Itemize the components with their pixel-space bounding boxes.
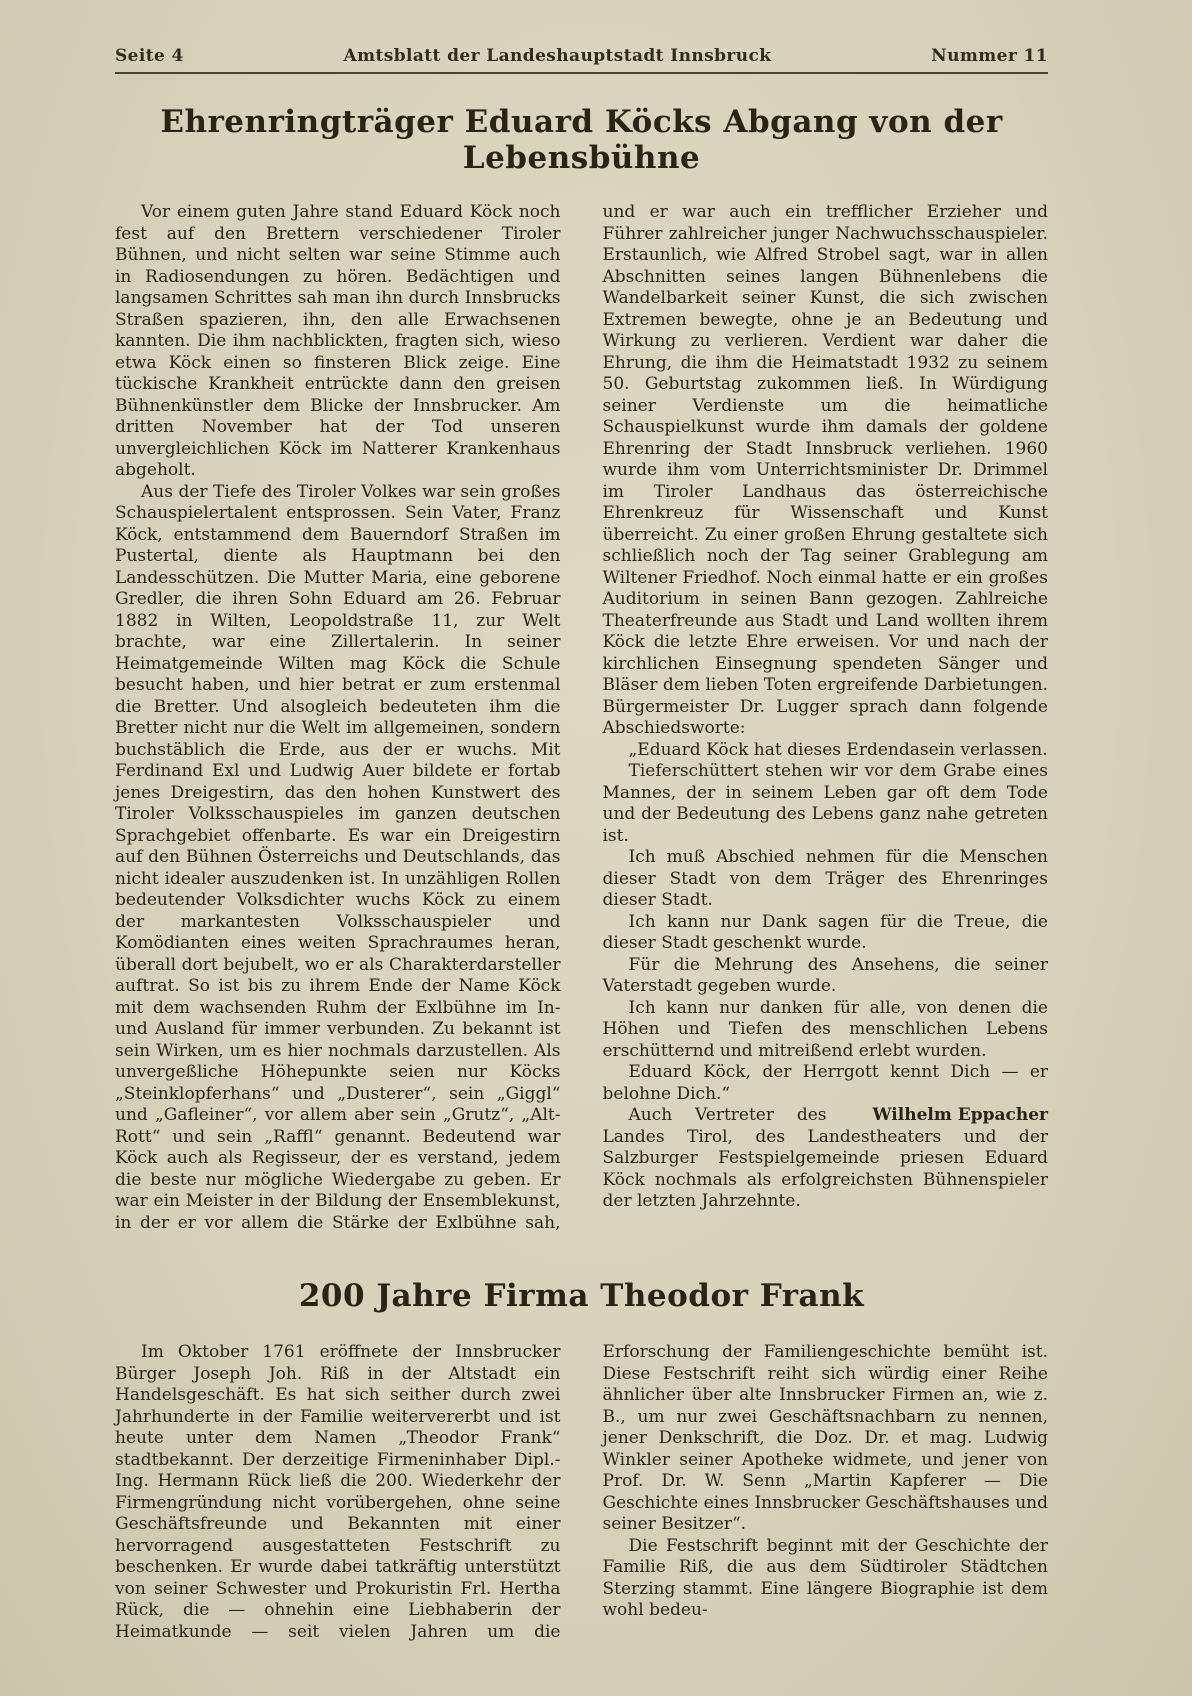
paragraph: Ich muß Abschied nehmen für die Menschen dieser Stadt von dem Träger des Ehrenringes dieser Stadt.	[602, 847, 1048, 910]
paragraph: Die Festschrift beginnt mit der Geschichte der Familie Riß, die aus dem Südtiroler Städtchen Sterzing stammt. Eine längere Biographie ist dem wohl bedeu-	[602, 1535, 1048, 1620]
article-body-columns	[115, 1342, 1048, 1643]
article-body-columns	[115, 202, 1048, 1234]
byline: Wilhelm Eppacher	[872, 1105, 1048, 1125]
article-title: 200 Jahre Firma Theodor Frank	[298, 1278, 865, 1314]
article-eduard-koeck	[115, 104, 1048, 1234]
paragraph: „Eduard Köck hat dieses Erdendasein verlassen.	[628, 739, 1048, 760]
paragraph-text: Auch Vertreter des Landes Tirol, des Landestheaters und der Salzburger Festspielgemeinde priesen Eduard Köck nochmals als erfolgreichsten Bühnenspieler der letzten Jahrzehnte.	[602, 1105, 1048, 1211]
article-theodor-frank	[115, 1278, 1048, 1643]
masthead	[115, 46, 1048, 66]
paragraph: Im Oktober 1761 eröffnete der Innsbrucker Bürger Joseph Joh. Riß in der Altstadt ein Handelsgeschäft. Es hat sich seither durch zwei Jahrhunderte in der Familie weitervererbt und ist heute unter dem Namen „Theodor Frank“ stadtbekannt. Der derzeitige Firmeninhaber Dipl.-Ing. Hermann Rück ließ die 200. Wiederkehr der Firmengründung nicht vorübergehen, ohne seine Geschäftsfreunde und Bekannten mit einer hervorragend ausgestatteten Festschrift zu beschenken. Er wurde dabei tatkräftig unterstützt von seiner Schwester und Prokuristin Frl. Hertha Rück, die — ohnehin eine Liebhaberin der Heimatkunde — seit vielen Jahren um die Erforschung der Familiengeschichte bemüht ist. Diese Festschrift reiht sich würdig einer Reihe ähnlicher über alte Innsbrucker Firmen an, wie z. B., um nur zwei Geschäftsnachbarn zu nennen, jener Denkschrift, die Doz. Dr. et mag. Ludwig Winkler seiner Apotheke widmete, und jener von Prof. Dr. W. Senn „Martin Kapferer — Die Geschichte eines Innsbrucker Geschäftshauses und seiner Besitzer“.	[115, 1342, 1048, 1642]
paragraph: Vor einem guten Jahre stand Eduard Köck noch fest auf den Brettern verschiedener Tiroler Bühnen, und nicht selten war seine Stimme auch in Radiosendungen zu hören. Bedächtigen und langsamen Schrittes sah man ihn durch Innsbrucks Straßen spazieren, ihn, den alle Erwachsenen kannten. Die ihm nachblickten, fragten sich, wieso etwa Köck einen so finsteren Blick zeige. Eine tückische Krankheit entrückte dann den greisen Bühnenkünstler dem Blicke der Innsbrucker. Am dritten November hat der Tod unseren unvergleichlichen Köck im Natterer Krankenhaus abgeholt.	[115, 202, 561, 480]
page-number: Seite 4	[115, 46, 184, 66]
article-title: Ehrenringträger Eduard Köcks Abgang von der Lebensbühne	[160, 104, 1003, 176]
paragraph: Tieferschüttert stehen wir vor dem Grabe eines Mannes, der in seinem Leben gar oft dem Tode und der Bedeutung des Lebens ganz nahe getreten ist.	[602, 761, 1048, 846]
paragraph	[603, 1105, 1049, 1213]
paragraph: Ich kann nur danken für alle, von denen die Höhen und Tiefen des menschlichen Lebens erschütternd und mitreißend erlebt wurden.	[602, 997, 1048, 1061]
header-rule	[115, 72, 1048, 74]
paragraph: Aus der Tiefe des Tiroler Volkes war sein großes Schauspielertalent entsprossen. Sein Vater, Franz Köck, entstammend dem Bauerndorf Straßen im Pustertal, diente als Hauptmann bei den Landesschützen. Die Mutter Maria, eine geborene Gredler, die ihren Sohn Eduard am 26. Februar 1882 in Wilten, Leopoldstraße 11, zur Welt brachte, war eine Zillertalerin. In seiner Heimatgemeinde Wilten mag Köck die Schule besucht haben, und hier betrat er zum erstenmal die Bretter. Und alsogleich bedeuteten ihm die Bretter nicht nur die Welt im allgemeinen, sondern buchstäblich die Erde, aus der er wuchs. Mit Ferdinand Exl und Ludwig Auer bildete er fortab jenes Dreigestirn, das den hohen Kunstwert des Tiroler Volksschauspieles im ganzen deutschen Sprachgebiet offenbarte. Es war ein Dreigestirn auf den Bühnen Österreichs und Deutschlands, das nicht idealer auszudenken ist. In unzähligen Rollen bedeutender Volksdichter wuchs Köck zu einem der markantesten Volksschauspieler und Komödianten eines weiten Sprachraumes heran, überall dort bejubelt, wo er als Charakterdarsteller auftrat. So ist bis zu ihrem Ende der Name Köck mit dem wachsenden Ruhm der Exlbühne im In- und Ausland für immer verbunden. Zu bekannt ist sein Wirken, um es hier nochmals darzustellen. Als unvergeßliche Höhepunkte seien nur Köcks „Steinklopferhans“ und „Dusterer“, sein „Giggl“ und „Gafleiner“, vor allem aber sein „Grutz“, „Alt-Rott“ und sein „Raffl“ genannt. Bedeutend war Köck auch als Regisseur, der es verstand, jedem die beste nur mögliche Wiedergabe zu geben. Er war ein Meister in der Bildung der Ensemblekunst, in der er vor allem die Stärke der Exlbühne sah, und er war auch ein trefflicher Erzieher und Führer zahlreicher junger Nachwuchsschauspieler. Erstaunlich, wie Alfred Strobel sagt, war in allen Abschnitten seines langen Bühnenlebens die Wandelbarkeit seiner Kunst, die sich zwischen Extremen bewegte, ohne je an Bedeutung und Wirkung zu verlieren. Verdient war daher die Ehrung, die ihm die Heimatstadt 1932 zu seinem 50. Geburtstag zukommen ließ. In Würdigung seiner Verdienste um die heimatliche Schauspielkunst wurde ihm damals der goldene Ehrenring der Stadt Innsbruck verliehen. 1960 wurde ihm vom Unterrichtsminister Dr. Drimmel im Tiroler Landhaus das österreichische Ehrenkreuz für Wissenschaft und Kunst überreicht. Zu einer großen Ehrung gestaltete sich schließlich noch der Tag seiner Grablegung am Wiltener Friedhof. Noch einmal hatte er ein großes Auditorium in seinen Bann gezogen. Zahlreiche Theaterfreunde aus Stadt und Land wollten ihrem Köck die letzte Ehre erweisen. Vor und nach der kirchlichen Einsegnung spendeten Sänger und Bläser dem lieben Toten ergreifende Darbietungen. Bürgermeister Dr. Lugger sprach dann folgende Abschiedsworte:	[115, 202, 1048, 1233]
paragraph: Für die Mehrung des Ansehens, die seiner Vaterstadt gegeben wurde.	[602, 954, 1048, 996]
paragraph: Ich kann nur Dank sagen für die Treue, die dieser Stadt geschenkt wurde.	[602, 911, 1048, 953]
publication-title: Amtsblatt der Landeshauptstadt Innsbruck	[343, 46, 772, 66]
issue-number: Nummer 11	[931, 46, 1048, 66]
paragraph: Eduard Köck, der Herrgott kennt Dich — er belohne Dich.“	[602, 1062, 1048, 1104]
